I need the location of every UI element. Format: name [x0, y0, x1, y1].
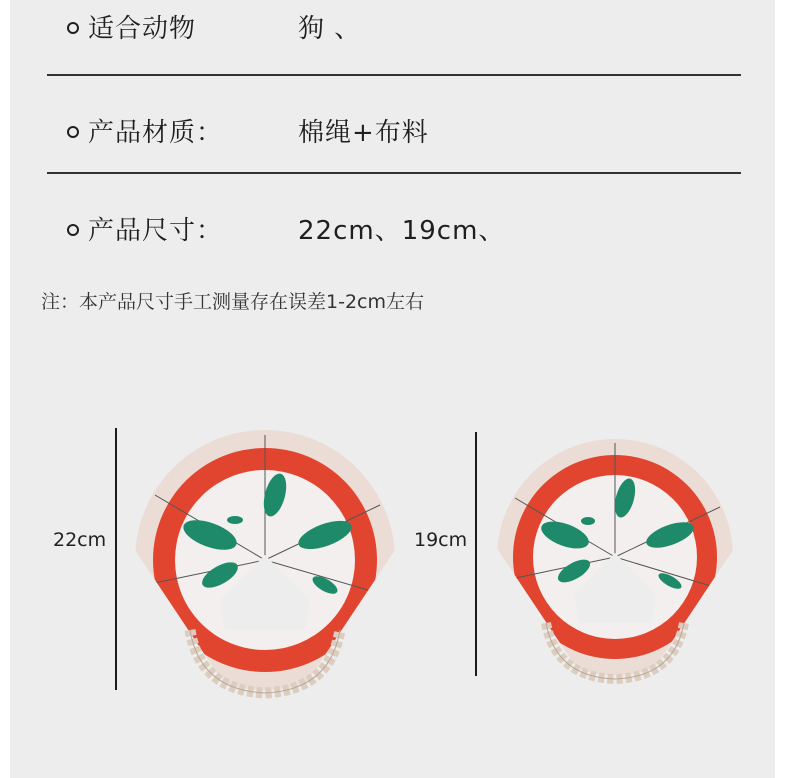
- spec-row-material: [10, 104, 775, 164]
- measurement-note: 注：本产品尺寸手工测量存在误差1-2cm左右: [41, 291, 424, 313]
- pizza-frisbee-large-image: [125, 425, 405, 700]
- spec-value: 22cm、19cm、: [298, 216, 506, 246]
- spec-value: 狗 、: [298, 14, 362, 44]
- size-label-large: 22cm: [53, 529, 107, 551]
- spec-label: 产品尺寸：: [88, 216, 224, 246]
- divider: [47, 172, 741, 174]
- dimension-line: [115, 428, 117, 690]
- divider: [47, 74, 741, 76]
- size-label-small: 19cm: [414, 529, 468, 551]
- bullet-icon: [67, 126, 79, 138]
- pizza-frisbee-small-image: [488, 435, 743, 685]
- product-spec-panel: [10, 0, 775, 778]
- spec-row-size: [10, 202, 775, 262]
- spec-label: 产品材质：: [88, 118, 224, 148]
- spec-row-animal: [10, 0, 775, 60]
- bullet-icon: [67, 224, 79, 236]
- spec-value: 棉绳+布料: [298, 118, 429, 148]
- spec-label: 适合动物: [88, 14, 197, 44]
- dimension-line: [475, 432, 477, 676]
- bullet-icon: [67, 22, 79, 34]
